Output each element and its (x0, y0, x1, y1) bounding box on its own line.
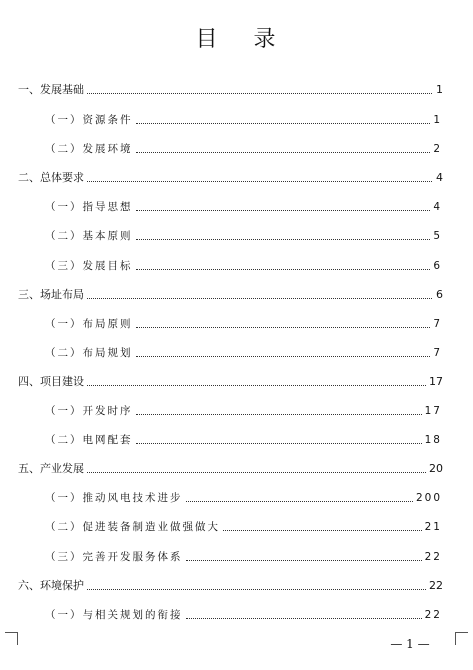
toc-entry-text: 二、总体要求 (18, 171, 84, 184)
dot-leader (87, 93, 432, 94)
toc-page-number: 5 (433, 230, 442, 242)
toc-entry-text: （一）资源条件 (45, 114, 133, 126)
toc-entry-level2[interactable] (45, 548, 442, 564)
toc-entry-level2[interactable] (45, 344, 442, 360)
toc-entry-level2[interactable] (45, 315, 442, 331)
dot-leader (136, 269, 431, 270)
toc-page-number: 6 (436, 288, 443, 301)
dot-leader (136, 327, 431, 328)
toc-entry-level2[interactable] (45, 518, 442, 534)
toc-entry-level2[interactable] (45, 402, 442, 418)
toc-entry-text: （三）完善开发服务体系 (45, 551, 183, 563)
toc-entry-text: （三）发展目标 (45, 260, 133, 272)
toc-entry-level1[interactable] (18, 373, 443, 389)
toc-entry-text: 五、产业发展 (18, 462, 84, 475)
toc-page-number: 17 (424, 405, 442, 417)
dot-leader (87, 589, 426, 590)
page-footer-number: — 1 — (390, 637, 430, 651)
toc-page-number: 22 (429, 579, 443, 592)
dot-leader (136, 356, 431, 357)
toc-entry-text: 一、发展基础 (18, 83, 84, 96)
toc-page-number: 22 (424, 551, 442, 563)
dot-leader (136, 239, 431, 240)
title-char-2: 录 (253, 27, 278, 52)
dot-leader (87, 298, 432, 299)
dot-leader (186, 501, 413, 502)
toc-page-number: 20 (429, 462, 443, 475)
toc-page-number: 4 (436, 171, 443, 184)
toc-page-number: 21 (424, 521, 442, 533)
toc-entry-text: （一）布局原则 (45, 318, 133, 330)
dot-leader (136, 414, 422, 415)
toc-page-number: 1 (433, 114, 442, 126)
toc-entry-level1[interactable] (18, 577, 443, 593)
toc-page-number: 200 (415, 492, 442, 504)
title-char-1: 目 (195, 27, 220, 52)
toc-page-number: 22 (424, 609, 442, 621)
toc-entry-text: 三、场址布局 (18, 288, 84, 301)
toc-entry-text: （二）促进装备制造业做强做大 (45, 521, 220, 533)
toc-entry-text: （二）电网配套 (45, 434, 133, 446)
toc-entry-level2[interactable] (45, 227, 442, 243)
toc-entry-text: （二）基本原则 (45, 230, 133, 242)
crop-mark-bottom-right (455, 632, 468, 645)
dot-leader (186, 560, 422, 561)
toc-entry-text: 六、环境保护 (18, 579, 84, 592)
toc-entry-level2[interactable] (45, 198, 442, 214)
toc-entry-text: （二）发展环境 (45, 143, 133, 155)
toc-entry-text: （一）与相关规划的衔接 (45, 609, 183, 621)
dot-leader (136, 210, 431, 211)
toc-entry-level1[interactable] (18, 460, 443, 476)
toc-entry-text: （一）开发时序 (45, 405, 133, 417)
toc-entry-text: 四、项目建设 (18, 375, 84, 388)
toc-page-number: 7 (433, 318, 442, 330)
dot-leader (87, 385, 426, 386)
dot-leader (223, 530, 422, 531)
toc-entry-text: （一）指导思想 (45, 201, 133, 213)
toc-entry-level2[interactable] (45, 489, 442, 505)
toc-page-number: 7 (433, 347, 442, 359)
toc-entry-level2[interactable] (45, 111, 442, 127)
toc-page-number: 17 (429, 375, 443, 388)
toc-entry-level2[interactable] (45, 257, 442, 273)
toc-entry-level1[interactable] (18, 81, 443, 97)
toc-entry-level2[interactable] (45, 140, 442, 156)
toc-page-number: 2 (433, 143, 442, 155)
page-title (0, 22, 473, 53)
dot-leader (87, 472, 426, 473)
toc-entry-level2[interactable] (45, 606, 442, 622)
dot-leader (136, 443, 422, 444)
toc-entry-level1[interactable] (18, 286, 443, 302)
toc-entry-text: （一）推动风电技术进步 (45, 492, 183, 504)
toc-entry-text: （二）布局规划 (45, 347, 133, 359)
dot-leader (186, 618, 422, 619)
toc-page-number: 4 (433, 201, 442, 213)
dot-leader (136, 152, 431, 153)
toc-page-number: 18 (424, 434, 442, 446)
dot-leader (87, 181, 432, 182)
toc-entry-level1[interactable] (18, 169, 443, 185)
toc-entry-level2[interactable] (45, 431, 442, 447)
toc-page-number: 1 (436, 83, 443, 96)
toc-page-number: 6 (433, 260, 442, 272)
dot-leader (136, 123, 431, 124)
crop-mark-bottom-left (5, 632, 18, 645)
